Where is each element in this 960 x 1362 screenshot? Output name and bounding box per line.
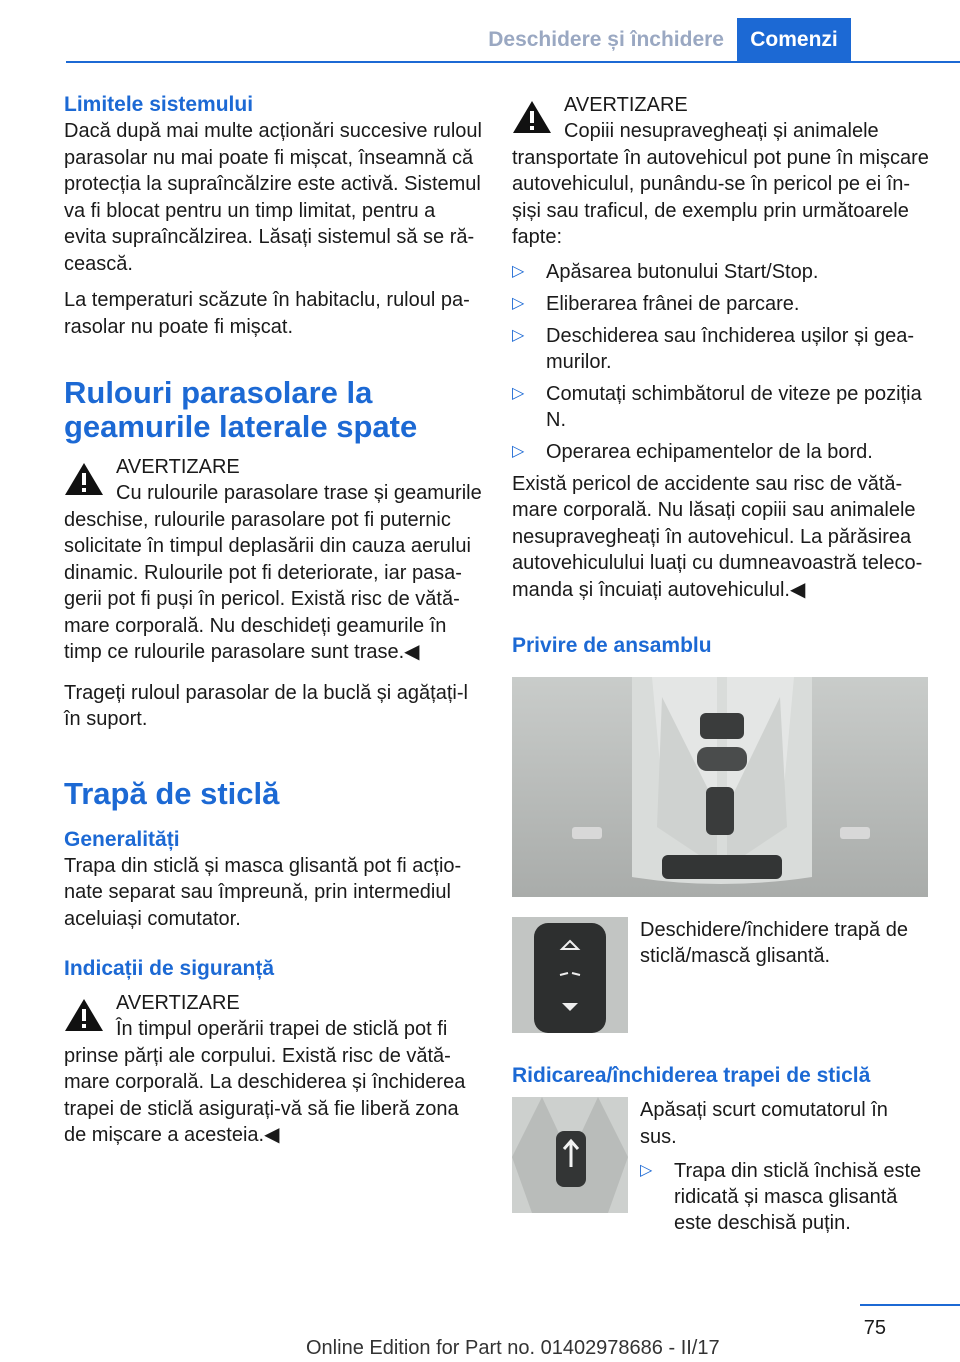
warning-text: În timpul operării trapei de sticlă pot fi prinse părți ale corpului. Există risc de vătă‐ mare corporală. La deschiderea și închiderea trapei de sticlă asigurați-vă să fie liberă zona de mișcare a acesteia.◀ — [64, 1018, 466, 1146]
warning-text: Cu rulourile parasolare trase și geamurile deschise, rulourile parasolare pot fi puternic solicitate în timpul deplasării din cauza aerului dinamic. Rulourile pot fi deteriorate, iar pasa‐ gerii pot fi puși în pericol. Există risc de vătă‐ mare corporală. Nu deschideți geamurile în timp ce rulourile parasolare sunt trase.◀ — [64, 482, 482, 663]
bullet-triangle-icon: ▷ — [512, 326, 525, 344]
warning-text: Copiii nesupravegheați și animalele transportate în autovehicul pot pune în mișcare autovehiculul, punându-se în pericol pe ei în‐ șiși sau traficul, de exemplu prin următoarele fapte: — [512, 120, 929, 248]
bullet-triangle-icon: ▷ — [512, 442, 525, 460]
figure-switch — [512, 917, 930, 1033]
switch-caption: Deschidere/închidere trapă de sticlă/mască glisantă. — [640, 919, 908, 967]
limits-heading: Limitele sistemului — [64, 93, 254, 116]
general-paragraph: Trapa din sticlă și masca glisantă pot fi acțio‐ nate separat sau împreună, prin intermediul aceluiași comutator. — [64, 854, 462, 930]
general-heading: Generalități — [64, 827, 180, 851]
warning-block-glass-roof — [64, 990, 482, 1149]
warning-triangle-icon — [64, 462, 104, 496]
overview-heading: Privire de ansamblu — [512, 634, 712, 657]
bullet-triangle-icon: ▷ — [512, 384, 525, 402]
warning-block-rear-blinds — [64, 454, 482, 666]
list-item: ▷ Comutați schimbătorul de viteze pe poziția N. — [512, 382, 922, 431]
list-item: ▷ Operarea echipamentelor de la bord. — [512, 440, 873, 463]
raise-paragraph: Apăsați scurt comutatorul în sus. — [640, 1099, 888, 1148]
page-header — [0, 0, 960, 64]
left-column — [64, 92, 482, 1149]
warning-title: AVERTIZARE — [116, 456, 240, 478]
header-rule — [66, 61, 960, 63]
figure-raise — [512, 1097, 930, 1242]
list-item: ▷ Trapa din sticlă închisă este ridicată și masca glisantă este deschisă puțin. — [640, 1160, 922, 1234]
raise-switch-photo — [512, 1097, 628, 1213]
safety-heading: Indicații de siguranță — [64, 957, 275, 980]
list-item: ▷ Apăsarea butonului Start/Stop. — [512, 260, 819, 283]
roof-switch-photo — [512, 917, 628, 1033]
footer-rule — [860, 1304, 960, 1306]
warning-title: AVERTIZARE — [564, 94, 688, 116]
list-item: ▷ Deschiderea sau închiderea ușilor și gea‐ murilor. — [512, 324, 914, 373]
warning-continuation: Există pericol de accidente sau risc de vătă‐ mare corporală. Nu lăsați copiii sau animalele nesupravegheați în autovehicul. La părăsirea autovehiculului luați cu dumneavoastră teleco‐ manda și încuiați autovehiculul.◀ — [512, 472, 923, 601]
limits-paragraph-2: La temperaturi scăzute în habitaclu, ruloul pa‐ rasolar nu poate fi mișcat. — [64, 289, 470, 338]
raise-text — [640, 1097, 930, 1242]
page-number: 75 — [863, 1317, 886, 1339]
overhead-console-photo — [512, 677, 928, 897]
warning-block-children — [512, 92, 930, 251]
bullet-triangle-icon: ▷ — [512, 294, 525, 312]
list-item: ▷ Eliberarea frânei de parcare. — [512, 292, 800, 315]
rear-blinds-heading: Rulouri parasolare la geamurile laterale spate — [64, 375, 418, 444]
warning-triangle-icon — [64, 998, 104, 1032]
bullet-triangle-icon: ▷ — [512, 262, 525, 280]
rear-blinds-paragraph: Trageți ruloul parasolar de la buclă și agățați-l în suport. — [64, 681, 468, 730]
raise-heading: Ridicarea/închiderea trapei de sticlă — [512, 1064, 871, 1087]
chapter-tab: Comenzi — [737, 18, 851, 62]
right-column — [512, 92, 930, 1242]
raise-list — [640, 1158, 930, 1236]
bullet-triangle-icon: ▷ — [640, 1162, 653, 1179]
edition-footer: Online Edition for Part no. 01402978686 - II/17 — [306, 1337, 720, 1359]
breadcrumb: Deschidere și închidere — [488, 28, 724, 51]
warning-title: AVERTIZARE — [116, 992, 240, 1014]
limits-paragraph-1: Dacă după mai multe acționări succesive ruloul parasolar nu mai poate fi mișcat, înseamnă că protecția la supraîncălzire este activă. Sistemul va fi blocat pentru un timp limitat, pentru a evita supraîncălzirea. Lăsați sistemul să se ră‐ cească. — [64, 120, 482, 275]
glass-roof-heading: Trapă de sticlă — [64, 775, 280, 811]
warning-triangle-icon — [512, 100, 552, 134]
hazard-list — [512, 259, 930, 465]
